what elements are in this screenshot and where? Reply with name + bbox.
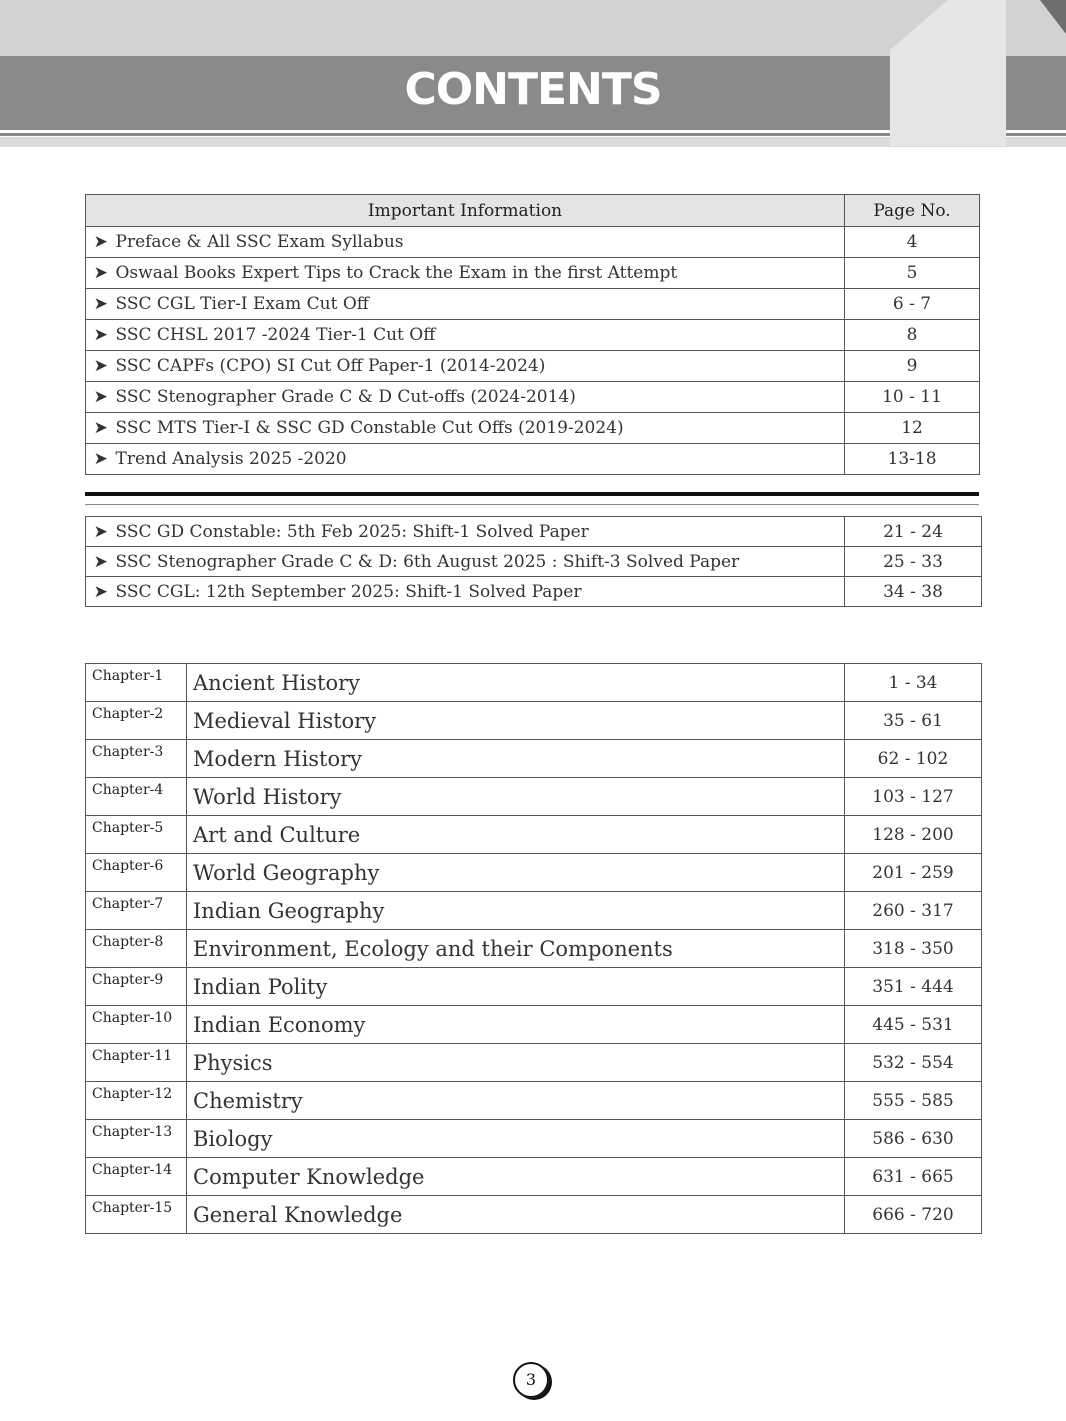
chapter-title: Biology [187, 1120, 845, 1158]
bullet-arrow-icon: ➤ [86, 517, 116, 547]
chapter-title: Indian Polity [187, 968, 845, 1006]
entry-label: Oswaal Books Expert Tips to Crack the Exam in the first Attempt [116, 258, 845, 289]
chapter-pages: 201 - 259 [845, 854, 982, 892]
chapter-pages: 260 - 317 [845, 892, 982, 930]
entry-label: SSC MTS Tier-I & SSC GD Constable Cut Offs (2019-2024) [116, 413, 845, 444]
info-table-row [86, 351, 980, 382]
info-table-row [86, 258, 980, 289]
bullet-arrow-icon: ➤ [86, 351, 116, 382]
chapter-number: Chapter-10 [86, 1006, 187, 1044]
chapter-title: Indian Economy [187, 1006, 845, 1044]
chapter-pages: 62 - 102 [845, 740, 982, 778]
page-title: CONTENTS [404, 64, 662, 115]
entry-label: Preface & All SSC Exam Syllabus [116, 227, 845, 258]
chapter-row [86, 892, 982, 930]
chapter-pages: 445 - 531 [845, 1006, 982, 1044]
info-table-row [86, 444, 980, 475]
bullet-arrow-icon: ➤ [86, 227, 116, 258]
bullet-arrow-icon: ➤ [86, 258, 116, 289]
bullet-arrow-icon: ➤ [86, 382, 116, 413]
chapter-row [86, 740, 982, 778]
section-divider-thin [85, 504, 979, 505]
bullet-arrow-icon: ➤ [86, 577, 116, 607]
chapter-title: Ancient History [187, 664, 845, 702]
chapter-row [86, 1196, 982, 1234]
entry-label: SSC Stenographer Grade C & D Cut-offs (2024-2014) [116, 382, 845, 413]
chapter-number: Chapter-15 [86, 1196, 187, 1234]
chapter-title: Indian Geography [187, 892, 845, 930]
section-divider-thick [85, 492, 979, 496]
entry-page: 25 - 33 [845, 547, 982, 577]
entry-page: 4 [845, 227, 980, 258]
bullet-arrow-icon: ➤ [86, 413, 116, 444]
chapter-pages: 555 - 585 [845, 1082, 982, 1120]
info-header-page: Page No. [845, 195, 980, 227]
chapter-row [86, 1120, 982, 1158]
chapter-number: Chapter-1 [86, 664, 187, 702]
solved-paper-row [86, 517, 982, 547]
chapter-row [86, 664, 982, 702]
info-table-row [86, 320, 980, 351]
important-info-table [85, 194, 980, 475]
header-rule [0, 133, 890, 136]
entry-page: 10 - 11 [845, 382, 980, 413]
chapter-row [86, 1158, 982, 1196]
chapters-table [85, 663, 982, 1234]
entry-label: SSC Stenographer Grade C & D: 6th August 2025 : Shift-3 Solved Paper [116, 547, 845, 577]
chapter-title: Chemistry [187, 1082, 845, 1120]
info-table-row [86, 227, 980, 258]
chapter-number: Chapter-8 [86, 930, 187, 968]
chapter-pages: 586 - 630 [845, 1120, 982, 1158]
chapter-title: General Knowledge [187, 1196, 845, 1234]
chapter-pages: 631 - 665 [845, 1158, 982, 1196]
chapter-row [86, 930, 982, 968]
header-right-rule [1006, 133, 1066, 136]
chapter-pages: 318 - 350 [845, 930, 982, 968]
info-table-row [86, 289, 980, 320]
entry-page: 5 [845, 258, 980, 289]
entry-page: 6 - 7 [845, 289, 980, 320]
chapter-row [86, 778, 982, 816]
chapter-title: Environment, Ecology and their Components [187, 930, 845, 968]
info-table-row [86, 382, 980, 413]
chapter-number: Chapter-6 [86, 854, 187, 892]
chapter-number: Chapter-9 [86, 968, 187, 1006]
info-header-item: Important Information [86, 195, 845, 227]
chapter-number: Chapter-11 [86, 1044, 187, 1082]
chapter-number: Chapter-12 [86, 1082, 187, 1120]
info-table-row [86, 413, 980, 444]
chapter-title: World Geography [187, 854, 845, 892]
entry-page: 8 [845, 320, 980, 351]
chapter-number: Chapter-7 [86, 892, 187, 930]
chapter-number: Chapter-14 [86, 1158, 187, 1196]
chapter-row [86, 968, 982, 1006]
bullet-arrow-icon: ➤ [86, 320, 116, 351]
entry-page: 13-18 [845, 444, 980, 475]
bullet-arrow-icon: ➤ [86, 444, 116, 475]
chapter-row [86, 702, 982, 740]
entry-page: 34 - 38 [845, 577, 982, 607]
chapter-title: Medieval History [187, 702, 845, 740]
chapter-pages: 532 - 554 [845, 1044, 982, 1082]
chapter-number: Chapter-3 [86, 740, 187, 778]
solved-paper-row [86, 547, 982, 577]
chapter-title: Physics [187, 1044, 845, 1082]
chapter-number: Chapter-13 [86, 1120, 187, 1158]
info-table-header-row [86, 195, 980, 227]
chapter-title: World History [187, 778, 845, 816]
entry-label: SSC CHSL 2017 -2024 Tier-1 Cut Off [116, 320, 845, 351]
entry-page: 12 [845, 413, 980, 444]
entry-label: SSC CGL: 12th September 2025: Shift-1 Solved Paper [116, 577, 845, 607]
chapter-number: Chapter-2 [86, 702, 187, 740]
corner-fold-icon [1030, 0, 1066, 36]
chapter-pages: 1 - 34 [845, 664, 982, 702]
entry-page: 9 [845, 351, 980, 382]
entry-label: SSC CGL Tier-I Exam Cut Off [116, 289, 845, 320]
bullet-arrow-icon: ➤ [86, 289, 116, 320]
chapter-number: Chapter-4 [86, 778, 187, 816]
entry-label: SSC GD Constable: 5th Feb 2025: Shift-1 Solved Paper [116, 517, 845, 547]
solved-paper-row [86, 577, 982, 607]
chapter-title: Computer Knowledge [187, 1158, 845, 1196]
chapter-pages: 128 - 200 [845, 816, 982, 854]
chapter-pages: 666 - 720 [845, 1196, 982, 1234]
chapter-row [86, 816, 982, 854]
bullet-arrow-icon: ➤ [86, 547, 116, 577]
page-number: 3 [513, 1362, 549, 1398]
solved-papers-table [85, 516, 982, 607]
chapter-row [86, 1006, 982, 1044]
chapter-title: Modern History [187, 740, 845, 778]
chapter-pages: 103 - 127 [845, 778, 982, 816]
chapter-number: Chapter-5 [86, 816, 187, 854]
entry-label: Trend Analysis 2025 -2020 [116, 444, 845, 475]
entry-label: SSC CAPFs (CPO) SI Cut Off Paper-1 (2014-2024) [116, 351, 845, 382]
chapter-row [86, 1082, 982, 1120]
chapter-row [86, 854, 982, 892]
chapter-pages: 35 - 61 [845, 702, 982, 740]
chapter-pages: 351 - 444 [845, 968, 982, 1006]
entry-page: 21 - 24 [845, 517, 982, 547]
chapter-title: Art and Culture [187, 816, 845, 854]
chapter-row [86, 1044, 982, 1082]
